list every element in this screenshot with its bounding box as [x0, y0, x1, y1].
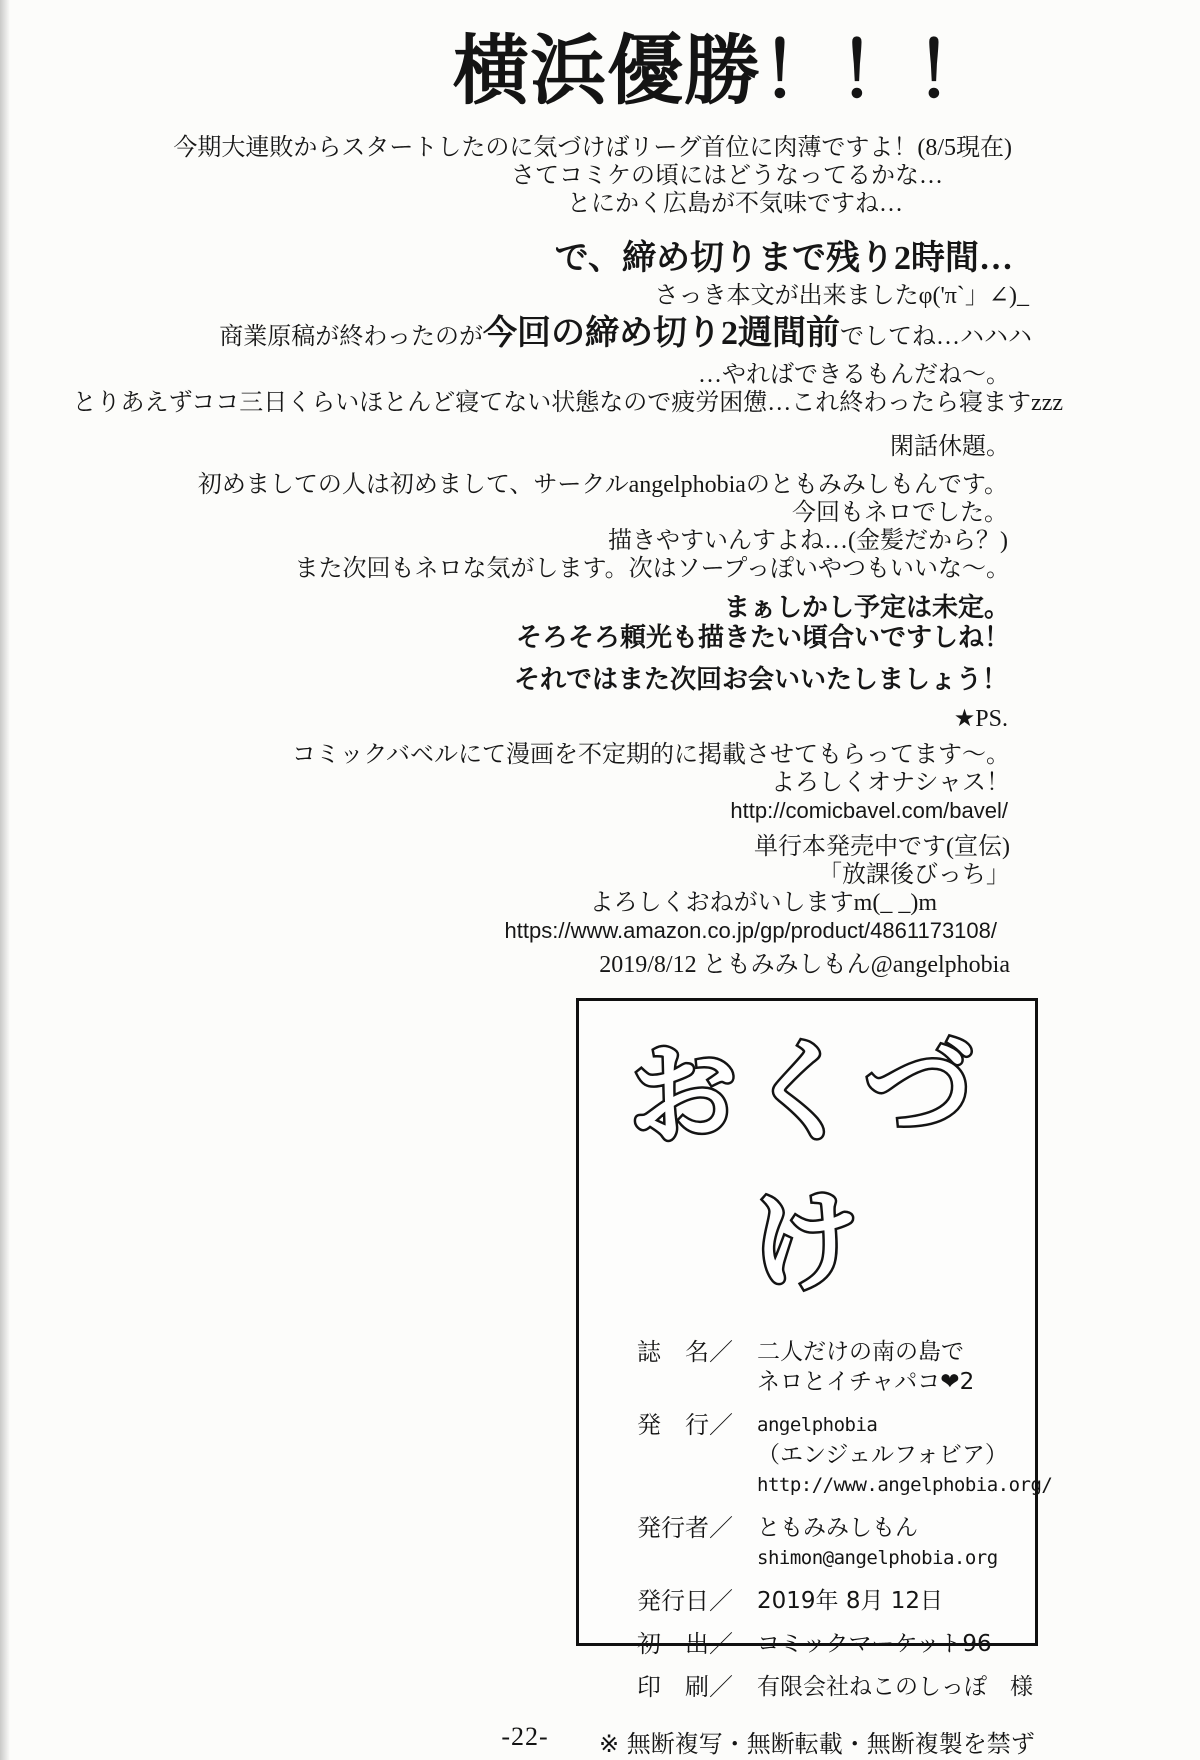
afterword-line: まぁしかし予定は未定。 — [723, 592, 1010, 622]
colophon-row-label: 誌 名／ — [637, 1338, 733, 1366]
colophon-row-label: 発行者／ — [637, 1514, 733, 1542]
afterword-line: そろそろ頼光も描きたい頃合いですしね！ — [515, 622, 1010, 652]
colophon-row — [637, 1410, 1053, 1500]
afterword-line: とにかく広島が不気味ですね… — [567, 190, 903, 217]
copy-prohibition-notice: ※ 無断複写・無断転載・無断複製を禁ず — [599, 1730, 1035, 1758]
page-number: -22- — [501, 1722, 549, 1751]
afterword-line: 今期大連敗からスタートしたのに気づけばリーグ首位に肉薄ですよ！(8/5現在) — [173, 134, 1012, 161]
colophon-row-values — [757, 1410, 1052, 1500]
colophon-value-line: コミックマーケット96 — [757, 1631, 992, 1657]
colophon-value-line: 二人だけの南の島で — [757, 1339, 964, 1365]
afterword-line: 閑話休題。 — [890, 433, 1010, 460]
colophon-value-line: http://www.angelphobia.org/ — [757, 1474, 1053, 1496]
colophon-value-line: 2019年 8月 12日 — [757, 1588, 944, 1614]
afterword-line: また次回もネロな気がします。次はソープっぽいやつもいいな〜。 — [294, 555, 1010, 582]
afterword-line: で、締め切りまで残り2時間… — [554, 239, 1013, 277]
colophon-value-line: ともみみしもん — [757, 1515, 918, 1541]
afterword-line: よろしくおねがいしますm(_ _)m — [589, 889, 937, 916]
afterword-line: 描きやすいんすよね…(金髪だから？) — [608, 527, 1008, 554]
colophon-title: おくづけ — [626, 1023, 984, 1308]
afterword-line: それではまた次回お会いいたしましょう！ — [513, 664, 1008, 694]
colophon-row-label: 印 刷／ — [637, 1673, 733, 1701]
afterword-line: 初めましての人は初めまして、サークルangelphobiaのともみみしもんです。 — [197, 471, 1008, 498]
afterword-line: とりあえずココ三日くらいほとんど寝てない状態なので疲労困憊…これ終わったら寝ますzzz — [72, 389, 1063, 416]
colophon-row — [637, 1586, 1035, 1616]
afterword-line: よろしくオナシャス！ — [770, 769, 1010, 796]
colophon-value-line: shimon@angelphobia.org — [757, 1547, 998, 1569]
afterword-segment: 商業原稿が終わったのが — [219, 323, 483, 350]
page-title: 横浜優勝！！！ — [453, 26, 992, 115]
afterword-line — [0, 310, 1200, 361]
afterword-segment: 今回の締め切り2週間前 — [483, 314, 840, 352]
colophon-box — [576, 998, 1053, 1758]
colophon-row-values — [757, 1629, 992, 1659]
colophon-value-line: （エンジェルフォビア） — [757, 1442, 1008, 1468]
colophon-value-line: ネロとイチャパコ❤2 — [757, 1369, 975, 1395]
afterword-segment: でしてね…ハハハ — [840, 323, 1032, 350]
afterword-text — [0, 134, 1200, 979]
colophon-value-line: 有限会社ねこのしっぽ 様 — [757, 1674, 1033, 1700]
colophon-value-line: angelphobia — [757, 1414, 878, 1436]
colophon-row-values — [757, 1513, 998, 1573]
colophon-row-values — [757, 1672, 1033, 1702]
colophon-row-label: 初 出／ — [637, 1630, 733, 1658]
colophon-table — [637, 1337, 1053, 1702]
comicbavel-url: http://comicbavel.com/bavel/ — [730, 797, 1008, 823]
afterword-line: 「放課後びっち」 — [818, 861, 1010, 888]
afterword-line: 単行本発売中です(宣伝) — [754, 833, 1010, 860]
colophon-row — [637, 1629, 1035, 1659]
afterword-line: 今回もネロでした。 — [792, 499, 1008, 526]
ps-label: ★PS. — [953, 705, 1008, 732]
colophon-row — [637, 1672, 1035, 1702]
afterword-line: コミックバベルにて漫画を不定期的に掲載させてもらってます〜。 — [291, 741, 1010, 768]
colophon-row-label: 発 行／ — [637, 1411, 733, 1439]
colophon-row-label: 発行日／ — [637, 1587, 733, 1615]
colophon-row — [637, 1513, 1035, 1573]
colophon-row-values — [757, 1586, 943, 1616]
colophon-row — [637, 1337, 1035, 1397]
afterword-line: さっき本文が出来ましたφ('π`」∠)_ — [654, 282, 1029, 309]
afterword-line: …やればできるもんだね〜。 — [698, 361, 1010, 388]
amazon-url: https://www.amazon.co.jp/gp/product/4861173108/ — [504, 917, 997, 943]
colophon-row-values — [757, 1337, 974, 1397]
afterword-line: さてコミケの頃にはどうなってるかな… — [511, 162, 943, 189]
date-signature: 2019/8/12 ともみみしもん@angelphobia — [599, 951, 1010, 978]
